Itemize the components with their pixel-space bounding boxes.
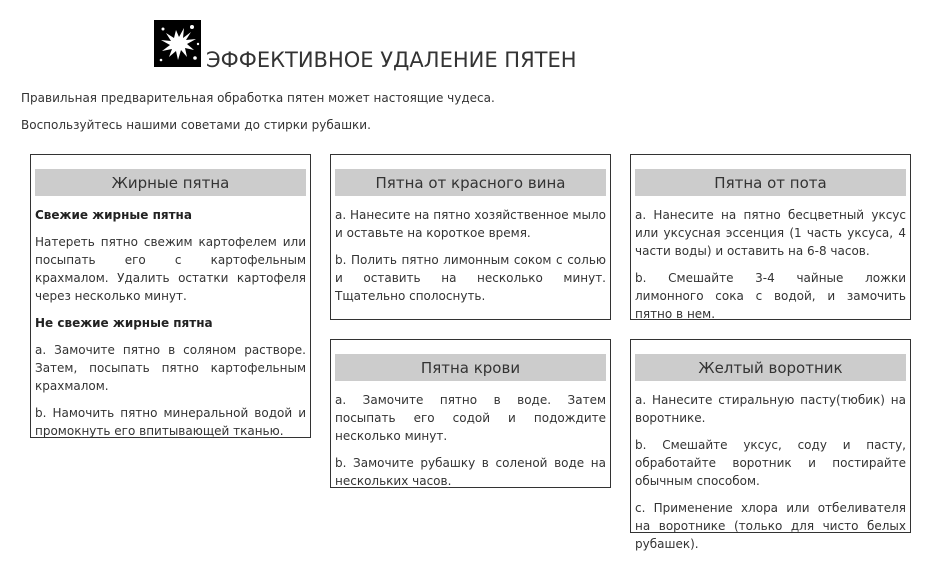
card-paragraph: a. Замочите пятно в воде. Затем посыпать его содой и подождите несколько минут. (335, 393, 606, 443)
card-paragraph: b. Полить пятно лимонным соком с солью и оставить на несколько минут. Тщательно сполоснуть. (335, 253, 606, 303)
card-body (635, 206, 906, 332)
page-title: ЭФФЕКТИВНОЕ УДАЛЕНИЕ ПЯТЕН (206, 48, 577, 72)
card-blood-stains (330, 339, 611, 488)
card-paragraph: b. Смешайте уксус, соду и пасту, обработайте воротник и постирайте обычным способом. (635, 438, 906, 488)
card-body (635, 391, 906, 562)
card-paragraph: a. Нанесите на пятно бесцветный уксус или уксусная эссенция (1 часть уксуса, 4 части воды) и оставить на 6-8 часов. (635, 208, 906, 258)
card-paragraph: a. Нанесите стиральную пасту(тюбик) на воротнике. (635, 393, 906, 425)
card-body (335, 206, 606, 314)
card-title: Пятна крови (335, 354, 606, 381)
card-title: Пятна от пота (635, 169, 906, 196)
card-body (335, 391, 606, 499)
card-title: Желтый воротник (635, 354, 906, 381)
card-grease-stains (30, 154, 311, 438)
card-paragraph: b. Смешайте 3-4 чайные ложки лимонного сока с водой, и замочить пятно в нем. (635, 271, 906, 321)
card-paragraph: a. Замочите пятно в соляном растворе. Затем, посыпать пятно картофельным крахмалом. (35, 343, 306, 393)
card-title: Пятна от красного вина (335, 169, 606, 196)
intro-text: Воспользуйтесь нашими советами до стирки рубашки. (21, 118, 371, 132)
card-sweat-stains (630, 154, 911, 320)
card-paragraph: b. Намочить пятно минеральной водой и промокнуть его впитывающей тканью. (35, 406, 306, 438)
card-paragraph: c. Применение хлора или отбеливателя на воротнике (только для чисто белых рубашек). (635, 501, 906, 551)
card-paragraph: a. Нанесите на пятно хозяйственное мыло и оставьте на короткое время. (335, 208, 606, 240)
card-red-wine-stains (330, 154, 611, 320)
intro-text: Правильная предварительная обработка пятен может настоящие чудеса. (21, 91, 495, 105)
card-yellow-collar (630, 339, 911, 551)
card-subheading: Свежие жирные пятна (35, 208, 192, 222)
card-subheading: Не свежие жирные пятна (35, 316, 213, 330)
card-paragraph: b. Замочите рубашку в соленой воде на нескольких часов. (335, 456, 606, 488)
card-paragraph: Натереть пятно свежим картофелем или посыпать его с картофельным крахмалом. Удалить остатки картофеля через несколько минут. (35, 235, 306, 303)
paint-splat-icon (154, 20, 201, 67)
card-title: Жирные пятна (35, 169, 306, 196)
card-body (35, 206, 306, 449)
